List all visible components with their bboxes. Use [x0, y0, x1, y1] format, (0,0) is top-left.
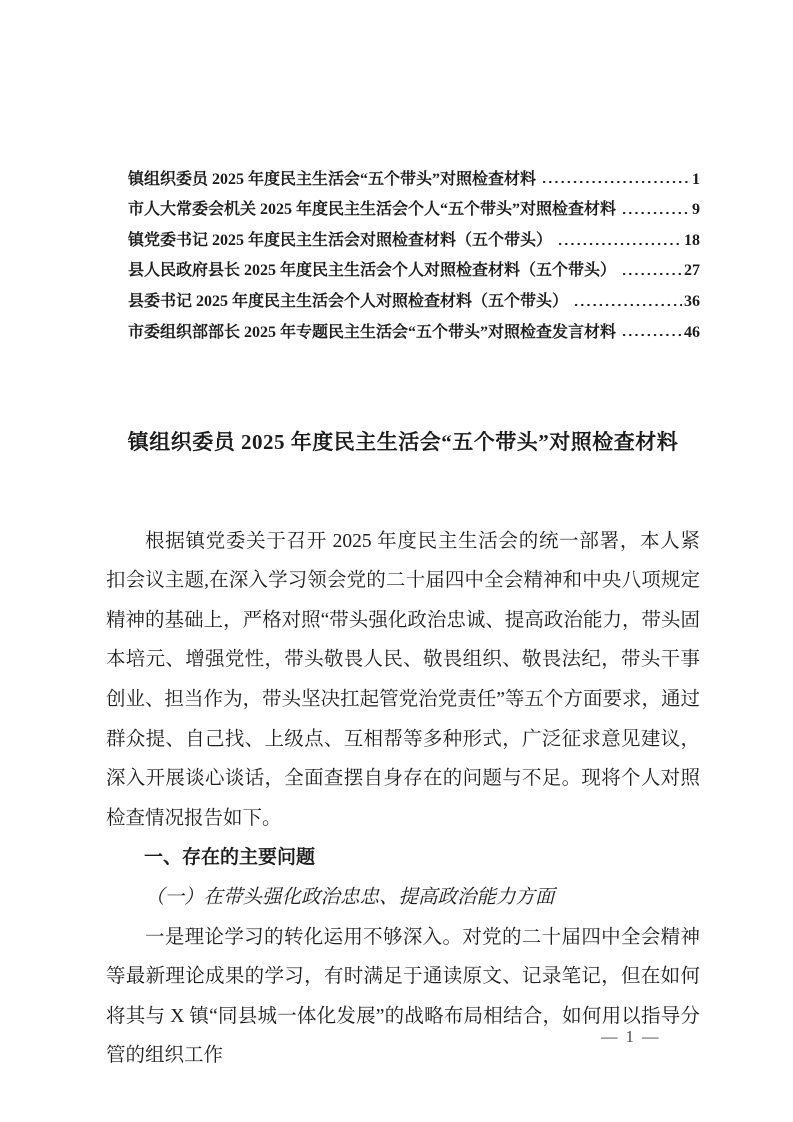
page-number-footer: — 1 — [601, 1027, 661, 1046]
toc-item-title: 市人大常委会机关 2025 年度民主生活会个人“五个带头”对照检查材料 [128, 201, 617, 219]
table-of-contents [106, 158, 700, 342]
toc-item-title: 镇组织委员 2025 年度民主生活会“五个带头”对照检查材料 [128, 170, 537, 188]
body-paragraph: 一是理论学习的转化运用不够深入。对党的二十届四中全会精神等最新理论成果的学习，有时满足于通读原文、记录笔记，但在如何将其与 X 镇“同县城一体化发展”的战略布局相结合，如何用以指导分管的组织工作 [106, 926, 700, 1067]
section-heading: 一、存在的主要问题 [144, 847, 316, 869]
toc-dot-leader [621, 263, 682, 277]
toc-item[interactable] [128, 158, 700, 189]
toc-item-title: 县委书记 2025 年度民主生活会个人对照检查材料（五个带头） [128, 292, 569, 310]
subsection-heading: （一）在带头强化政治忠忠、提高政治能力方面 [145, 886, 555, 908]
toc-page-number: 9 [692, 201, 700, 219]
toc-item-title: 镇党委书记 2025 年度民主生活会对照检查材料（五个带头） [128, 231, 553, 249]
toc-item[interactable] [128, 250, 700, 281]
toc-item-title: 市委组织部部长 2025 年专题民主生活会“五个带头”对照检查发言材料 [128, 323, 617, 341]
toc-dot-leader [621, 325, 682, 339]
toc-page-number: 36 [684, 292, 700, 310]
toc-item-title: 县人民政府县长 2025 年度民主生活会个人对照检查材料（五个带头） [128, 262, 617, 280]
toc-dot-leader [621, 202, 690, 216]
toc-dot-leader [557, 233, 682, 247]
body-paragraph: 根据镇党委关于召开 2025 年度民主生活会的统一部署，本人紧扣会议主题,在深入学习领会党的二十届四中全会精神和中央八项规定精神的基础上，严格对照“带头强化政治忠诚、提高政治能力，带头固本培元、增强党性，带头敬畏人民、敬畏组织、敬畏法纪，带头干事创业、担当作为，带头坚决扛起管党治党责任”等五个方面要求，通过群众提、自己找、上级点、互相帮等多种形式，广泛征求意见建议，深入开展谈心谈话，全面查摆自身存在的问题与不足。现将个人对照检查情况报告如下。 [106, 530, 700, 829]
toc-page-number: 27 [684, 262, 700, 280]
toc-item[interactable] [128, 219, 700, 250]
toc-page-number: 1 [692, 170, 700, 188]
toc-dot-leader [573, 294, 682, 308]
document-title: 镇组织委员 2025 年度民主生活会“五个带头”对照检查材料 [127, 429, 679, 454]
toc-item[interactable] [128, 280, 700, 311]
document-body [106, 522, 700, 1076]
toc-dot-leader [541, 172, 690, 186]
toc-page-number: 46 [684, 323, 700, 341]
toc-page-number: 18 [684, 231, 700, 249]
toc-item[interactable] [128, 189, 700, 220]
toc-item[interactable] [128, 311, 700, 342]
